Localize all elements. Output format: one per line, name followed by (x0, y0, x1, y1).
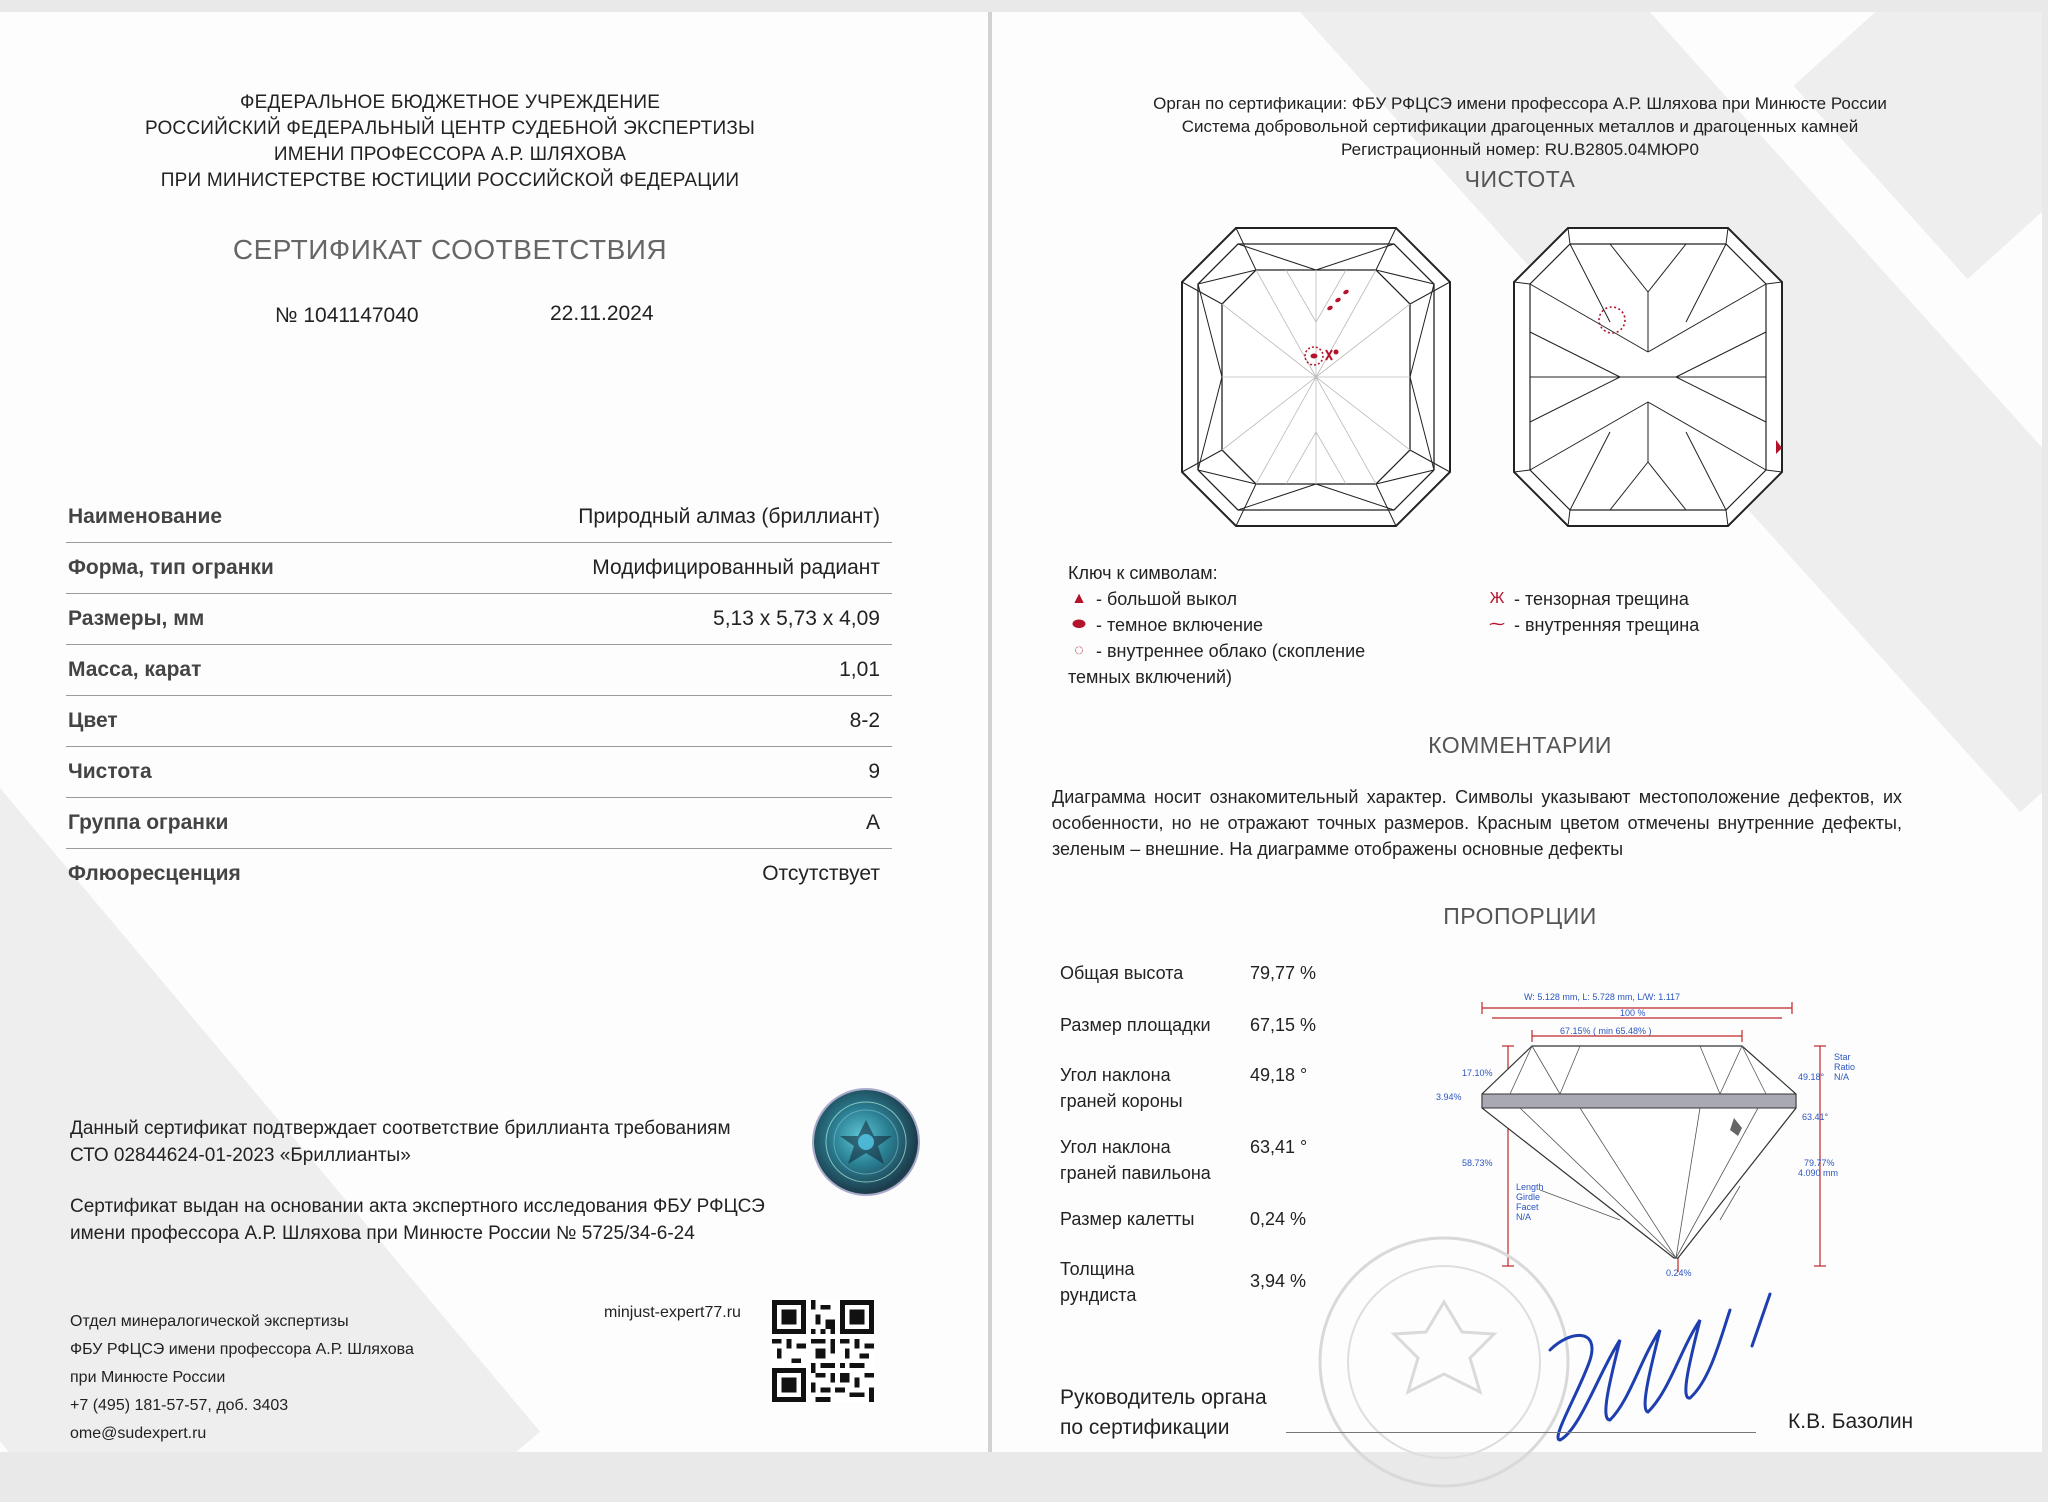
proportion-label: рундиста (1060, 1285, 1137, 1305)
profile-lgf-label: Facet (1516, 1202, 1539, 1212)
property-value: 1,01 (839, 658, 880, 681)
property-row-cut-group (66, 798, 892, 849)
certificate-date: 22.11.2024 (550, 302, 654, 325)
key-item (1068, 612, 1365, 638)
header-line: РОССИЙСКИЙ ФЕДЕРАЛЬНЫЙ ЦЕНТР СУДЕБНОЙ ЭКСПЕРТИЗЫ (144, 118, 756, 139)
property-row-fluorescence (66, 849, 892, 899)
body-line: Орган по сертификации: ФБУ РФЦСЭ имени профессора А.Р. Шляхова при Минюсте России (1153, 94, 1887, 113)
proportion-label: Общая высота (1060, 963, 1184, 983)
profile-crown-angle-label: 49.18° (1798, 1072, 1825, 1082)
profile-crown-height-label: 17.10% (1462, 1068, 1493, 1078)
hologram-emblem-icon (814, 1090, 918, 1194)
proportion-value: 67,15 % (1250, 1015, 1317, 1035)
signature-line (1286, 1432, 1756, 1433)
key-item (1068, 638, 1365, 664)
proportion-value: 0,24 % (1250, 1209, 1307, 1229)
comments-text: Диаграмма носит ознакомительный характер. Символы указывают местоположение дефектов, их особенности, но не отражают точных размеров. Красным цветом отмечены внутренние дефекты, зеленым – внешние. На диаграмме отображены основные дефекты (1052, 787, 1902, 859)
profile-star-ratio-label: Ratio (1834, 1062, 1856, 1072)
property-value: Природный алмаз (бриллиант) (578, 505, 880, 528)
dark-inclusion-icon: ⬬ (1072, 616, 1086, 633)
property-label: Наименование (68, 505, 223, 528)
crown-view-diagram (1178, 222, 1454, 532)
conformity-line: СТО 02844624-01-2023 «Бриллианты» (70, 1145, 411, 1166)
basis-statement (70, 1193, 790, 1247)
profile-lgf-label: Girdle (1516, 1192, 1541, 1202)
proportion-row (1060, 1256, 1340, 1316)
qr-code-icon[interactable] (772, 1300, 874, 1402)
proportion-row (1060, 960, 1340, 1012)
cloud-icon: ◌ (1074, 642, 1084, 659)
proportion-label: Размер калетты (1060, 1209, 1195, 1229)
department-contacts (70, 1308, 490, 1448)
property-value: 9 (868, 760, 880, 783)
website-link[interactable]: minjust-expert77.ru (604, 1304, 741, 1321)
organization-header (100, 90, 800, 194)
profile-dims-label: W: 5.128 mm, L: 5.728 mm, L/W: 1.117 (1524, 992, 1681, 1002)
symbol-key (1068, 560, 1365, 690)
proportion-value: 79,77 % (1250, 963, 1317, 983)
basis-line: имени профессора А.Р. Шляхова при Минюсте России № 5725/34-6-24 (70, 1223, 695, 1244)
signer-title (1060, 1383, 1267, 1443)
property-value: А (865, 811, 880, 834)
certificate-left-page (0, 12, 988, 1452)
proportion-label: граней короны (1060, 1091, 1183, 1111)
profile-width-label: 100 % (1620, 1008, 1646, 1018)
tension-crack-icon: Ж (1489, 590, 1505, 607)
body-line: Система добровольной сертификации драгоценных металлов и драгоценных камней (1181, 117, 1859, 136)
property-label: Флюоресценция (68, 862, 241, 885)
key-item (1486, 612, 1699, 638)
property-label: Группа огранки (68, 811, 229, 834)
proportion-row (1060, 1012, 1340, 1062)
key-item (1486, 586, 1699, 612)
clarity-title: ЧИСТОТА (1464, 166, 1576, 192)
key-label-continuation: темных включений) (1068, 667, 1232, 687)
properties-table (66, 492, 892, 899)
property-value: 5,13 x 5,73 x 4,09 (713, 607, 880, 630)
property-row-shape (66, 543, 892, 594)
property-row-name (66, 492, 892, 543)
profile-total-depth-label: 4.090 mm (1798, 1168, 1839, 1178)
property-label: Цвет (68, 709, 118, 732)
pavilion-view-diagram (1510, 222, 1786, 532)
department-line: Отдел минералогической экспертизы (70, 1313, 349, 1330)
certificate-title: СЕРТИФИКАТ СООТВЕТСТВИЯ (232, 234, 668, 265)
profile-total-depth-label: 79.77% (1804, 1158, 1835, 1168)
proportion-value: 49,18 ° (1250, 1065, 1308, 1085)
profile-table-label: 67.15% ( min 65.48% ) (1560, 1026, 1652, 1036)
department-line: при Минюсте России (70, 1369, 226, 1386)
profile-girdle-label: 3.94% (1436, 1092, 1462, 1102)
key-label: - внутренняя трещина (1514, 615, 1700, 635)
property-value: Отсутствует (762, 862, 880, 885)
basis-line: Сертификат выдан на основании акта экспертного исследования ФБУ РФЦСЭ (70, 1196, 765, 1217)
proportion-label: Угол наклона (1060, 1065, 1171, 1085)
key-label: - тензорная трещина (1514, 589, 1689, 609)
certification-body-header (1030, 92, 2010, 161)
signer-title-line: Руководитель органа (1060, 1386, 1267, 1409)
proportion-row (1060, 1062, 1340, 1134)
proportion-label: Толщина (1060, 1259, 1135, 1279)
profile-star-ratio-label: N/A (1834, 1072, 1850, 1082)
profile-lgf-label: Length (1516, 1182, 1544, 1192)
department-email[interactable]: ome@sudexpert.ru (70, 1425, 207, 1442)
body-line: Регистрационный номер: RU.В2805.04МЮР0 (1341, 140, 1699, 159)
key-item (1068, 586, 1365, 612)
key-label: - внутреннее облако (скопление (1096, 641, 1366, 661)
property-value: 8-2 (849, 709, 880, 732)
proportion-row (1060, 1206, 1340, 1256)
department-phone[interactable]: +7 (495) 181-57-57, доб. 3403 (70, 1397, 289, 1414)
property-label: Размеры, мм (68, 607, 205, 630)
signer-name: К.В. Базолин (1788, 1410, 1914, 1433)
header-line: ИМЕНИ ПРОФЕССОРА А.Р. ШЛЯХОВА (273, 144, 627, 165)
conformity-statement (70, 1115, 790, 1169)
hologram-seal (814, 1090, 918, 1194)
property-value: Модифицированный радиант (592, 556, 880, 579)
property-row-weight (66, 645, 892, 696)
profile-pavilion-angle-label: 63.41° (1802, 1112, 1829, 1122)
property-row-dimensions (66, 594, 892, 645)
property-row-clarity (66, 747, 892, 798)
proportion-label: Угол наклона (1060, 1137, 1171, 1157)
profile-pavilion-depth-label: 58.73% (1462, 1158, 1493, 1168)
proportions-list (1060, 960, 1340, 1316)
signer-title-line: по сертификации (1060, 1416, 1230, 1439)
key-title: Ключ к символам: (1068, 563, 1218, 583)
profile-star-ratio-label: Star (1834, 1052, 1851, 1062)
comments-title: КОММЕНТАРИИ (1428, 732, 1612, 758)
proportion-value: 3,94 % (1250, 1271, 1307, 1291)
proportions-title: ПРОПОРЦИИ (1443, 903, 1597, 929)
header-line: ФЕДЕРАЛЬНОЕ БЮДЖЕТНОЕ УЧРЕЖДЕНИЕ (239, 92, 661, 113)
property-row-color (66, 696, 892, 747)
conformity-line: Данный сертификат подтверждает соответствие бриллианта требованиям (70, 1118, 731, 1139)
property-label: Чистота (68, 760, 152, 783)
internal-crack-icon: ⁓ (1489, 616, 1505, 633)
header-line: ПРИ МИНИСТЕРСТВЕ ЮСТИЦИИ РОССИЙСКОЙ ФЕДЕРАЦИИ (160, 170, 740, 191)
key-label: - большой выкол (1096, 589, 1238, 609)
proportion-value: 63,41 ° (1250, 1137, 1308, 1157)
profile-culet-label: 0.24% (1666, 1268, 1692, 1278)
property-label: Форма, тип огранки (68, 556, 274, 579)
property-label: Масса, карат (68, 658, 202, 681)
department-line: ФБУ РФЦСЭ имени профессора А.Р. Шляхова (70, 1341, 414, 1358)
proportion-row (1060, 1134, 1340, 1206)
signature-icon (1530, 1290, 1790, 1448)
symbol-key-right (1486, 586, 1699, 638)
proportion-label: граней павильона (1060, 1163, 1211, 1183)
certificate-number: № 1041147040 (275, 304, 419, 327)
chip-icon: ▲ (1071, 590, 1087, 607)
key-label: - темное включение (1096, 615, 1264, 635)
proportion-label: Размер площадки (1060, 1015, 1211, 1035)
profile-lgf-label: N/A (1516, 1212, 1532, 1222)
